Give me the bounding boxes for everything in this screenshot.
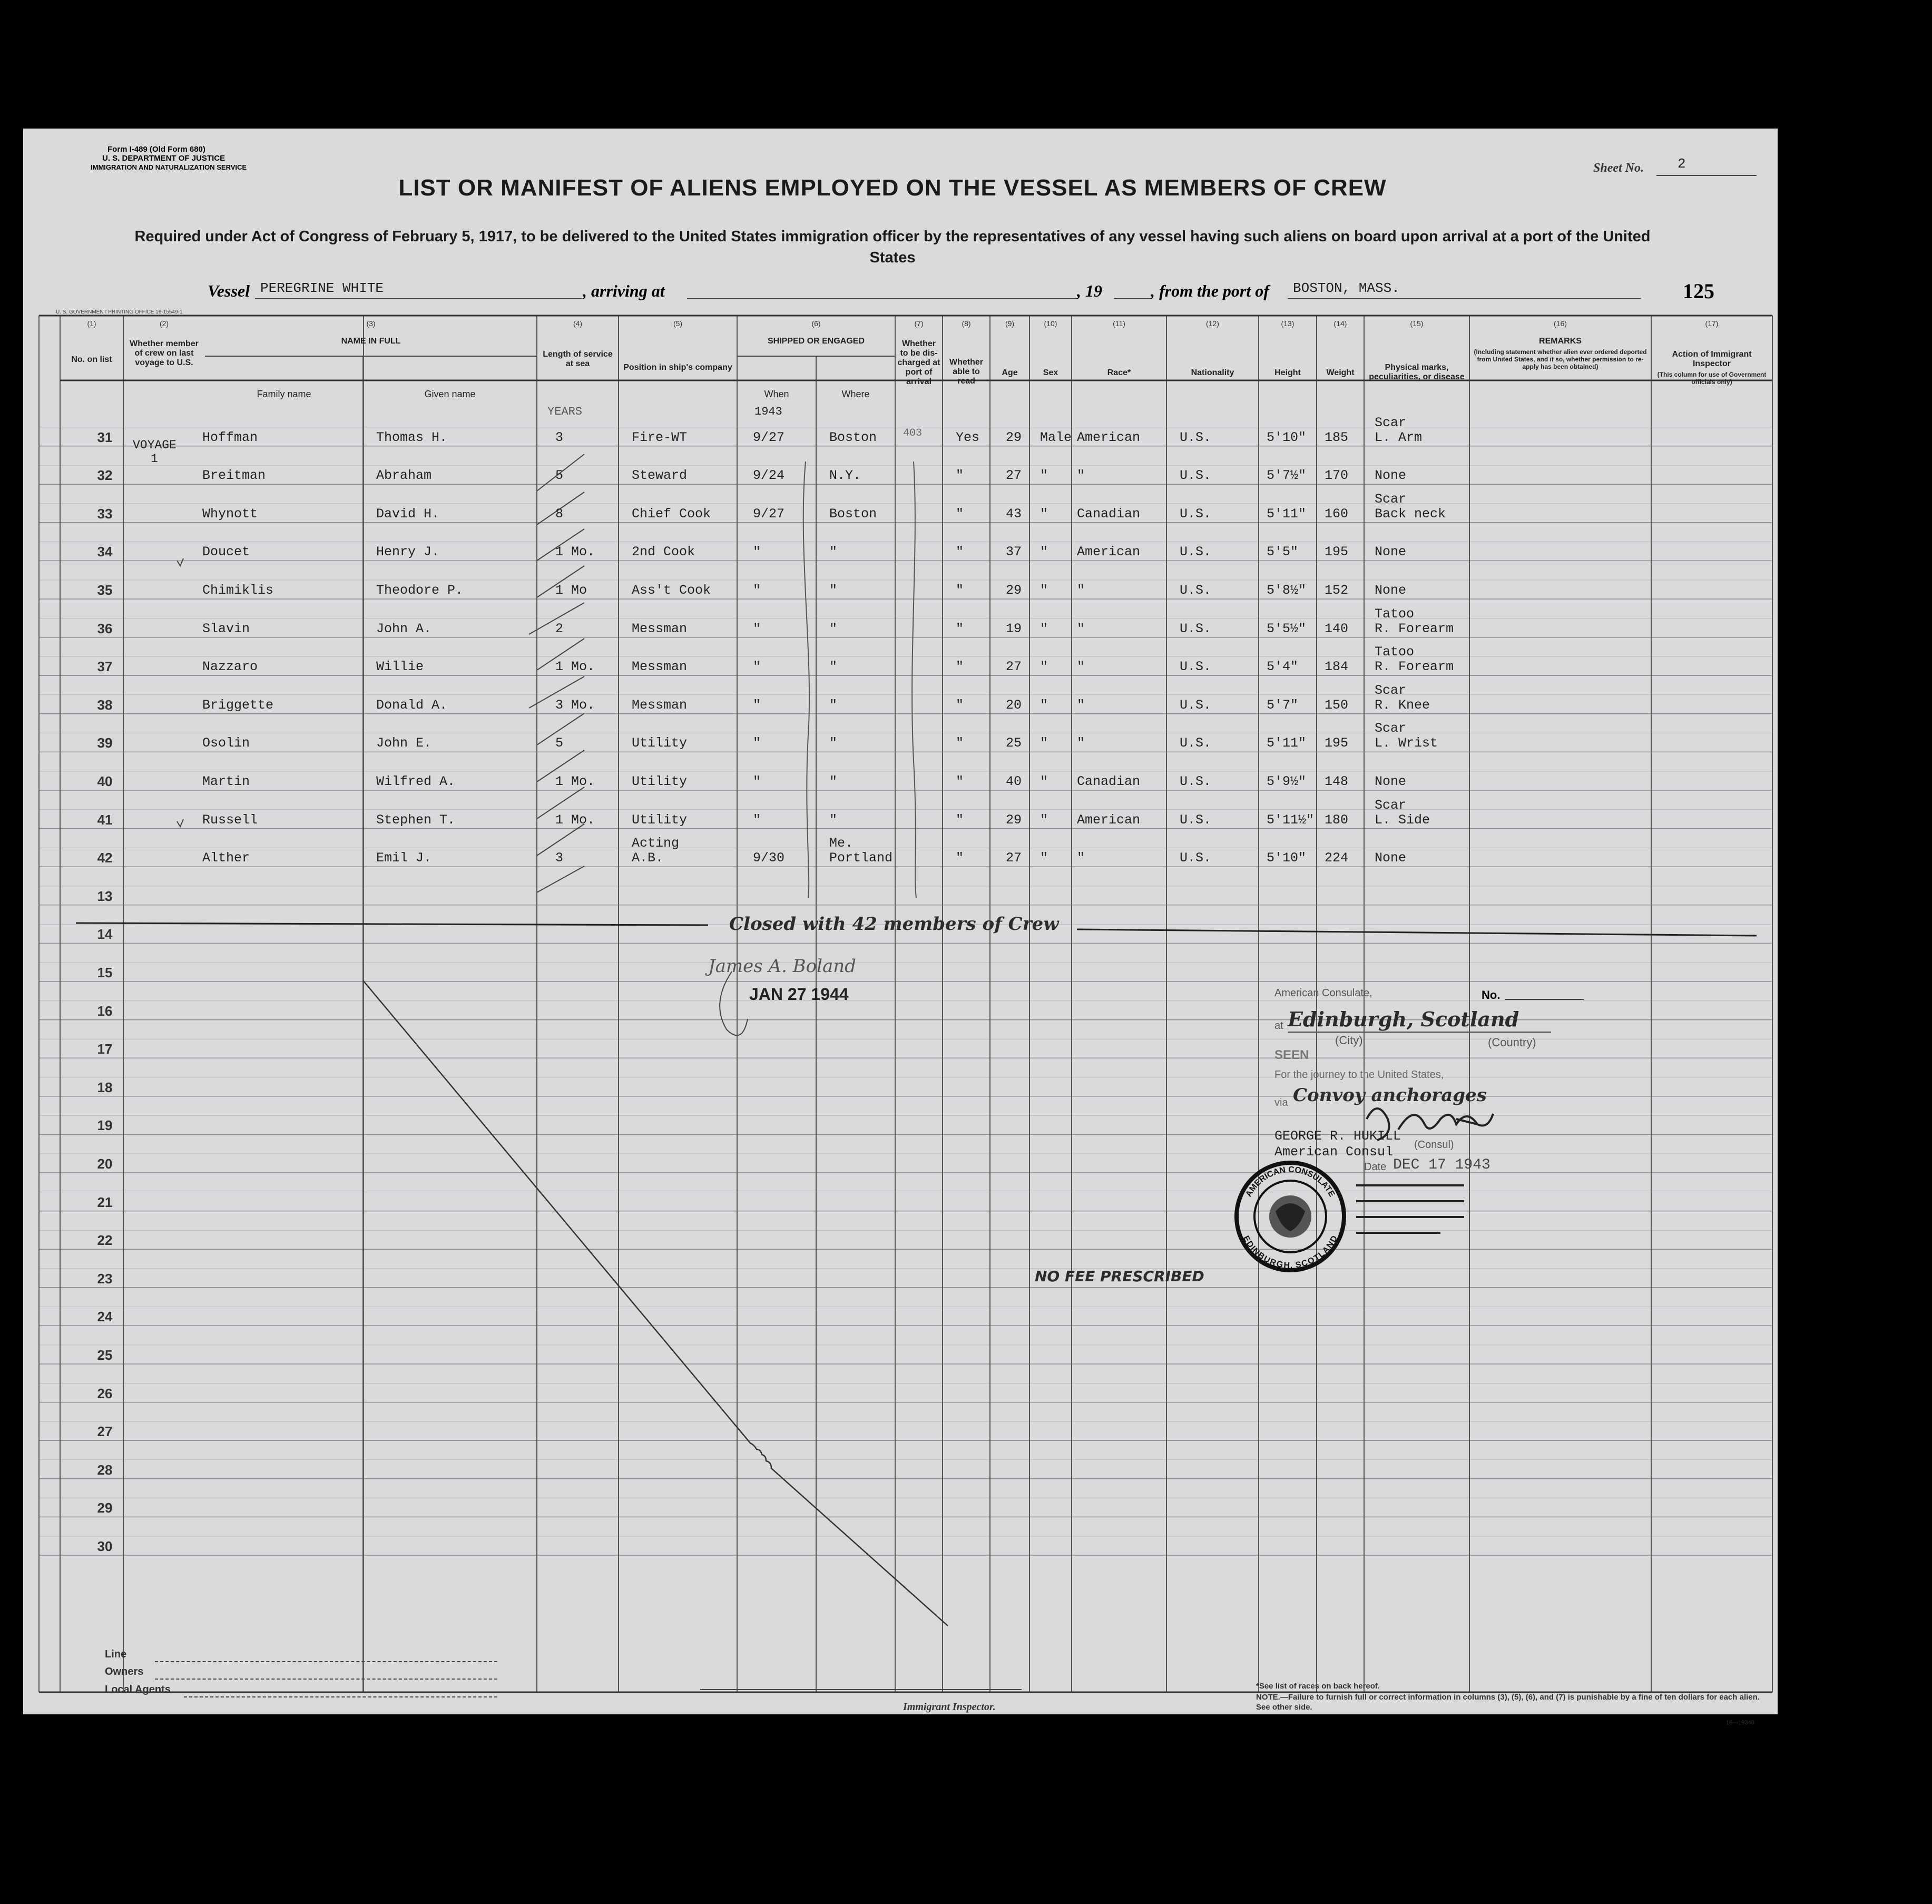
row-number: 40 xyxy=(97,773,113,789)
shipped-where: " xyxy=(829,812,838,828)
row-number: 25 xyxy=(97,1347,113,1363)
physical-marks: Scar xyxy=(1375,682,1407,698)
row-number: 23 xyxy=(97,1270,113,1287)
row-number: 34 xyxy=(97,544,113,560)
column-header: NAME IN FULL xyxy=(341,337,401,346)
length-of-service: 8 xyxy=(555,506,564,522)
column-header: Race* xyxy=(1107,368,1131,377)
column-header: Sex xyxy=(1043,368,1058,377)
inspector-signature: James A. Boland xyxy=(708,956,856,977)
date-stamp: JAN 27 1944 xyxy=(749,985,849,1004)
shipped-when: 9/30 xyxy=(753,850,785,866)
owners-label: Owners xyxy=(105,1666,144,1677)
family-name: Martin xyxy=(202,774,250,789)
age: 25 xyxy=(1006,735,1022,751)
able-to-read: " xyxy=(956,544,964,560)
row-number: 27 xyxy=(97,1424,113,1440)
age: 29 xyxy=(1006,583,1022,598)
sex: " xyxy=(1040,621,1048,636)
height: 5'10" xyxy=(1267,429,1307,445)
row-number: 15 xyxy=(97,965,113,980)
form-number: Form I-489 (Old Form 680) xyxy=(107,145,205,154)
able-to-read: " xyxy=(956,583,964,598)
age: 43 xyxy=(1006,506,1022,522)
shipped-where: Boston xyxy=(829,429,877,445)
row-number: 31 xyxy=(97,429,113,445)
age: 20 xyxy=(1006,697,1022,713)
family-name: Russell xyxy=(202,812,258,828)
city-caption: (City) xyxy=(1335,1034,1363,1047)
weight: 184 xyxy=(1325,659,1349,675)
shipped-where: " xyxy=(829,774,838,789)
seal-bottom-text: EDINBURGH, SCOTLAND xyxy=(1241,1234,1340,1271)
consulate-date: DEC 17 1943 xyxy=(1393,1157,1490,1173)
weight: 195 xyxy=(1325,544,1349,560)
row-number: 26 xyxy=(97,1385,113,1401)
row-number: 35 xyxy=(97,582,113,598)
age: 37 xyxy=(1006,544,1022,560)
shipped-where: Me. Portland xyxy=(829,836,893,866)
no-fee-note: NO FEE PRESCRIBED xyxy=(1035,1268,1204,1285)
length-of-service: 5 xyxy=(555,735,564,751)
vessel-label: Vessel xyxy=(208,281,250,300)
nationality: U.S. xyxy=(1180,850,1212,866)
column-number: (6) xyxy=(811,319,821,328)
nationality: U.S. xyxy=(1180,735,1212,751)
shipped-where: " xyxy=(829,659,838,675)
column-number: (3) xyxy=(366,319,376,328)
physical-marks: None xyxy=(1375,468,1407,484)
physical-marks: Tatoo xyxy=(1375,644,1415,660)
family-name: Chimiklis xyxy=(202,583,274,598)
height: 5'9½" xyxy=(1267,774,1307,789)
given-name: Emil J. xyxy=(376,850,432,866)
shipped-where: Boston xyxy=(829,506,877,522)
physical-marks: Scar xyxy=(1375,721,1407,737)
from-port-label: , from the port of xyxy=(1151,281,1269,300)
local-agents-label: Local Agents xyxy=(105,1684,171,1695)
row-number: 30 xyxy=(97,1538,113,1554)
length-of-service: 3 xyxy=(555,429,564,445)
given-name: John E. xyxy=(376,735,432,751)
height: 5'4" xyxy=(1267,659,1299,675)
row-number: 29 xyxy=(97,1500,113,1516)
nationality: U.S. xyxy=(1180,429,1212,445)
given-name: Abraham xyxy=(376,468,432,484)
sex: " xyxy=(1040,468,1048,484)
column-number: (9) xyxy=(1005,319,1015,328)
column-note: (Including statement whether alien ever ordered deported from United States, and if so, whether permission to re-apply has been obtained) xyxy=(1474,348,1647,370)
weight: 185 xyxy=(1325,429,1349,445)
consul-name: GEORGE R. HUKILL xyxy=(1274,1128,1401,1144)
nationality: U.S. xyxy=(1180,812,1212,828)
length-of-service: 1 Mo. xyxy=(555,774,595,789)
year-label: , 19 xyxy=(1077,281,1102,300)
row-number: 38 xyxy=(97,696,113,713)
physical-marks: Scar xyxy=(1375,415,1407,430)
length-of-service: 1 Mo. xyxy=(555,659,595,675)
column-number: (2) xyxy=(159,319,169,328)
family-name: Doucet xyxy=(202,544,250,560)
given-name: John A. xyxy=(376,621,432,636)
position: Utility xyxy=(632,735,688,751)
via-route: Convoy anchorages xyxy=(1293,1085,1487,1106)
height: 5'5" xyxy=(1267,544,1299,560)
position: 2nd Cook xyxy=(632,544,695,560)
position: Ass't Cook xyxy=(632,583,711,598)
arriving-label: , arriving at xyxy=(583,281,665,300)
able-to-read: " xyxy=(956,735,964,751)
length-of-service: 5 xyxy=(555,468,564,484)
column-header: Action of Immigrant Inspector xyxy=(1672,350,1752,368)
column-header: Length of service at sea xyxy=(543,350,613,368)
service-name: IMMIGRATION AND NATURALIZATION SERVICE xyxy=(91,163,247,171)
column-note: (This column for use of Government officials only) xyxy=(1657,371,1767,386)
from-port: BOSTON, MASS. xyxy=(1293,280,1400,296)
race: " xyxy=(1077,735,1085,751)
race: " xyxy=(1077,697,1085,713)
length-of-service: 3 Mo. xyxy=(555,697,595,713)
column-header: REMARKS xyxy=(1539,337,1582,346)
family-name: Briggette xyxy=(202,697,274,713)
age: 27 xyxy=(1006,850,1022,866)
height: 5'8½" xyxy=(1267,583,1307,598)
manifest-title: LIST OR MANIFEST OF ALIENS EMPLOYED ON THE VESSEL AS MEMBERS OF CREW xyxy=(398,175,1387,201)
column-subheader: Family name xyxy=(257,389,311,399)
row-number: 42 xyxy=(97,850,113,866)
nationality: U.S. xyxy=(1180,659,1212,675)
column-header: Weight xyxy=(1326,368,1355,377)
column-number: (15) xyxy=(1410,319,1424,328)
column-header: Whether able to read xyxy=(949,358,983,386)
given-name: Donald A. xyxy=(376,697,448,713)
voyage-label: VOYAGE xyxy=(133,438,176,452)
row-number: 37 xyxy=(97,659,113,675)
column-header: Height xyxy=(1274,368,1301,377)
row-number: 36 xyxy=(97,620,113,636)
row-number: 14 xyxy=(97,926,113,943)
svg-text:AMERICAN CONSULATE xyxy=(1244,1165,1337,1199)
row-number: 16 xyxy=(97,1003,113,1019)
weight: 160 xyxy=(1325,506,1349,522)
length-of-service: 1 Mo xyxy=(555,583,587,598)
given-name: David H. xyxy=(376,506,440,522)
column-header: Age xyxy=(1002,368,1018,377)
column-number: (10) xyxy=(1044,319,1057,328)
race: Canadian xyxy=(1077,506,1141,522)
column-header: Nationality xyxy=(1191,368,1234,377)
able-to-read: " xyxy=(956,468,964,484)
race: Canadian xyxy=(1077,774,1141,789)
column-number: (11) xyxy=(1113,319,1125,328)
shipped-when: " xyxy=(753,621,761,636)
height: 5'7½" xyxy=(1267,468,1307,484)
shipped-when: " xyxy=(753,583,761,598)
physical-marks: Scar xyxy=(1375,797,1407,813)
nationality: U.S. xyxy=(1180,697,1212,713)
when-year: 1943 xyxy=(754,405,782,418)
row-number: 39 xyxy=(97,735,113,751)
fine-note: NOTE.—Failure to furnish full or correct information in columns (3), (5), (6), and (7) is punishable by a fine of ten dollars for each alien. See other side. xyxy=(1256,1693,1760,1712)
sex: " xyxy=(1040,774,1048,789)
row-number: 33 xyxy=(97,505,113,522)
family-name: Nazzaro xyxy=(202,659,258,675)
weight: 170 xyxy=(1325,468,1349,484)
row-number: 13 xyxy=(97,888,113,904)
length-of-service: 1 Mo. xyxy=(555,544,595,560)
able-to-read: " xyxy=(956,774,964,789)
given-name: Thomas H. xyxy=(376,429,448,445)
physical-marks: L. Arm xyxy=(1375,429,1423,445)
position: Utility xyxy=(632,812,688,828)
column-number: (4) xyxy=(573,319,583,328)
shipped-where: " xyxy=(829,621,838,636)
shipped-where: " xyxy=(829,735,838,751)
height: 5'7" xyxy=(1267,697,1299,713)
age: 19 xyxy=(1006,621,1022,636)
able-to-read: " xyxy=(956,506,964,522)
inspector-label: Immigrant Inspector. xyxy=(903,1701,996,1713)
race: American xyxy=(1077,812,1141,828)
race: " xyxy=(1077,583,1085,598)
shipped-where: N.Y. xyxy=(829,468,861,484)
sheet-label: Sheet No. xyxy=(1593,161,1644,175)
column-number: (8) xyxy=(962,319,971,328)
column-number: (7) xyxy=(914,319,924,328)
column-number: (17) xyxy=(1705,319,1719,328)
physical-marks: R. Knee xyxy=(1375,697,1430,713)
seal-top-text: AMERICAN CONSULATE xyxy=(1244,1165,1337,1199)
form-code: 16—19340 xyxy=(1726,1720,1754,1726)
position: Messman xyxy=(632,697,688,713)
weight: 152 xyxy=(1325,583,1349,598)
row-number: 22 xyxy=(97,1232,113,1249)
column-subheader: Where xyxy=(841,389,870,399)
row-number: 41 xyxy=(97,811,113,828)
physical-marks: Back neck xyxy=(1375,506,1446,522)
shipped-where: " xyxy=(829,544,838,560)
nationality: U.S. xyxy=(1180,544,1212,560)
height: 5'10" xyxy=(1267,850,1307,866)
shipped-when: " xyxy=(753,544,761,560)
length-of-service: 2 xyxy=(555,621,564,636)
family-name: Breitman xyxy=(202,468,266,484)
age: 40 xyxy=(1006,774,1022,789)
weight: 140 xyxy=(1325,621,1349,636)
manifest-subtitle: Required under Act of Congress of February 5, 1917, to be delivered to the United States immigration officer by the representatives of any vessel having such aliens on board upon arrival at a port of the United States xyxy=(134,228,1651,266)
sheet-number: 2 xyxy=(1678,156,1686,172)
column-subheader: Given name xyxy=(424,389,476,399)
physical-marks: None xyxy=(1375,850,1407,866)
family-name: Hoffman xyxy=(202,429,258,445)
consulate-at-label: at xyxy=(1274,1020,1283,1032)
country-caption: (Country) xyxy=(1488,1036,1536,1049)
sex: " xyxy=(1040,583,1048,598)
column-header: Whether to be dis-charged at port of arrival xyxy=(897,339,940,386)
row-number: 18 xyxy=(97,1079,113,1095)
sex: Male xyxy=(1040,429,1072,445)
position: Messman xyxy=(632,659,688,675)
consulate-city: Edinburgh, Scotland xyxy=(1288,1007,1519,1031)
column-subheader: When xyxy=(764,389,789,399)
shipped-when: 9/24 xyxy=(753,468,785,484)
sex: " xyxy=(1040,659,1048,675)
length-of-service: 3 xyxy=(555,850,564,866)
column-header: Whether member of crew on last voyage to U.S. xyxy=(130,339,199,367)
given-name: Willie xyxy=(376,659,424,675)
sex: " xyxy=(1040,697,1048,713)
consul-title: American Consul xyxy=(1274,1144,1394,1160)
page-number: 125 xyxy=(1683,279,1714,303)
shipped-when: " xyxy=(753,812,761,828)
position: Utility xyxy=(632,774,688,789)
able-to-read: " xyxy=(956,850,964,866)
weight: 148 xyxy=(1325,774,1349,789)
consulate-no-label: No. xyxy=(1482,988,1501,1002)
shipped-where: " xyxy=(829,697,838,713)
shipped-when: " xyxy=(753,735,761,751)
discharged: 403 xyxy=(903,427,923,439)
consulate-seal xyxy=(1237,1163,1344,1270)
column-number: (13) xyxy=(1281,319,1294,328)
vessel-name: PEREGRINE WHITE xyxy=(260,280,384,296)
age: 27 xyxy=(1006,659,1022,675)
race: American xyxy=(1077,544,1141,560)
column-number: (5) xyxy=(673,319,683,328)
consul-caption: (Consul) xyxy=(1414,1139,1454,1151)
sex: " xyxy=(1040,506,1048,522)
physical-marks: None xyxy=(1375,774,1407,789)
shipped-when: 9/27 xyxy=(753,506,785,522)
race: " xyxy=(1077,621,1085,636)
nationality: U.S. xyxy=(1180,774,1212,789)
nationality: U.S. xyxy=(1180,506,1212,522)
race: " xyxy=(1077,468,1085,484)
shipped-when: " xyxy=(753,774,761,789)
row-number: 17 xyxy=(97,1041,113,1057)
height: 5'5½" xyxy=(1267,621,1307,636)
height: 5'11½" xyxy=(1267,812,1315,828)
able-to-read: " xyxy=(956,697,964,713)
given-name: Henry J. xyxy=(376,544,440,560)
age: 29 xyxy=(1006,429,1022,445)
column-number: (16) xyxy=(1554,319,1567,328)
weight: 180 xyxy=(1325,812,1349,828)
family-name: Whynott xyxy=(202,506,258,522)
physical-marks: None xyxy=(1375,544,1407,560)
shipped-when: " xyxy=(753,659,761,675)
position: Acting A.B. xyxy=(632,836,680,866)
row-number: 24 xyxy=(97,1309,113,1325)
family-name: Slavin xyxy=(202,621,250,636)
voyage-number: 1 xyxy=(151,452,158,466)
physical-marks: R. Forearm xyxy=(1375,659,1454,675)
nationality: U.S. xyxy=(1180,583,1212,598)
column-number: (1) xyxy=(87,319,96,328)
sex: " xyxy=(1040,735,1048,751)
line-label: Line xyxy=(105,1648,127,1660)
race: American xyxy=(1077,429,1141,445)
consulate-label: American Consulate, xyxy=(1274,987,1372,999)
race: " xyxy=(1077,850,1085,866)
given-name: Wilfred A. xyxy=(376,774,456,789)
able-to-read: Yes xyxy=(956,429,980,445)
physical-marks: Tatoo xyxy=(1375,606,1415,622)
race: " xyxy=(1077,659,1085,675)
position: Steward xyxy=(632,468,688,484)
weight: 224 xyxy=(1325,850,1349,866)
sex: " xyxy=(1040,850,1048,866)
column-number: (12) xyxy=(1206,319,1219,328)
seen-label: SEEN xyxy=(1274,1048,1309,1062)
row-number: 19 xyxy=(97,1117,113,1134)
date-label: Date xyxy=(1364,1161,1387,1173)
physical-marks: None xyxy=(1375,583,1407,598)
position: Chief Cook xyxy=(632,506,711,522)
age: 29 xyxy=(1006,812,1022,828)
given-name: Stephen T. xyxy=(376,812,456,828)
manifest-sheet xyxy=(23,129,1778,1726)
given-name: Theodore P. xyxy=(376,583,464,598)
shipped-where: " xyxy=(829,583,838,598)
weight: 195 xyxy=(1325,735,1349,751)
row-number: 28 xyxy=(97,1461,113,1478)
journey-text: For the journey to the United States, xyxy=(1274,1069,1444,1081)
sex: " xyxy=(1040,812,1048,828)
physical-marks: L. Wrist xyxy=(1375,735,1438,751)
age: 27 xyxy=(1006,468,1022,484)
position: Messman xyxy=(632,621,688,636)
years-label: YEARS xyxy=(547,405,583,418)
race-note: *See list of races on back hereof. xyxy=(1256,1682,1380,1691)
column-header: Physical marks, peculiarities, or disease xyxy=(1369,363,1465,381)
row-number: 21 xyxy=(97,1194,113,1210)
column-header: No. on list xyxy=(71,355,112,364)
printing-office: U. S. GOVERNMENT PRINTING OFFICE 16-15549-1 xyxy=(56,309,183,315)
family-name: Alther xyxy=(202,850,250,866)
column-header: Position in ship's company xyxy=(623,363,732,372)
via-label: via xyxy=(1274,1097,1288,1108)
length-of-service: 1 Mo. xyxy=(555,812,595,828)
closed-note: Closed with 42 members of Crew xyxy=(729,914,1059,935)
able-to-read: " xyxy=(956,621,964,636)
row-number: 20 xyxy=(97,1156,113,1172)
physical-marks: R. Forearm xyxy=(1375,621,1454,636)
able-to-read: " xyxy=(956,812,964,828)
able-to-read: " xyxy=(956,659,964,675)
shipped-when: " xyxy=(753,697,761,713)
column-number: (14) xyxy=(1333,319,1347,328)
height: 5'11" xyxy=(1267,506,1307,522)
family-name: Osolin xyxy=(202,735,250,751)
shipped-when: 9/27 xyxy=(753,429,785,445)
physical-marks: Scar xyxy=(1375,491,1407,507)
column-header: SHIPPED OR ENGAGED xyxy=(767,337,865,346)
department: U. S. DEPARTMENT OF JUSTICE xyxy=(102,154,225,163)
sex: " xyxy=(1040,544,1048,560)
nationality: U.S. xyxy=(1180,621,1212,636)
nationality: U.S. xyxy=(1180,468,1212,484)
height: 5'11" xyxy=(1267,735,1307,751)
physical-marks: L. Side xyxy=(1375,812,1430,828)
row-number: 32 xyxy=(97,467,113,484)
position: Fire-WT xyxy=(632,429,688,445)
weight: 150 xyxy=(1325,697,1349,713)
